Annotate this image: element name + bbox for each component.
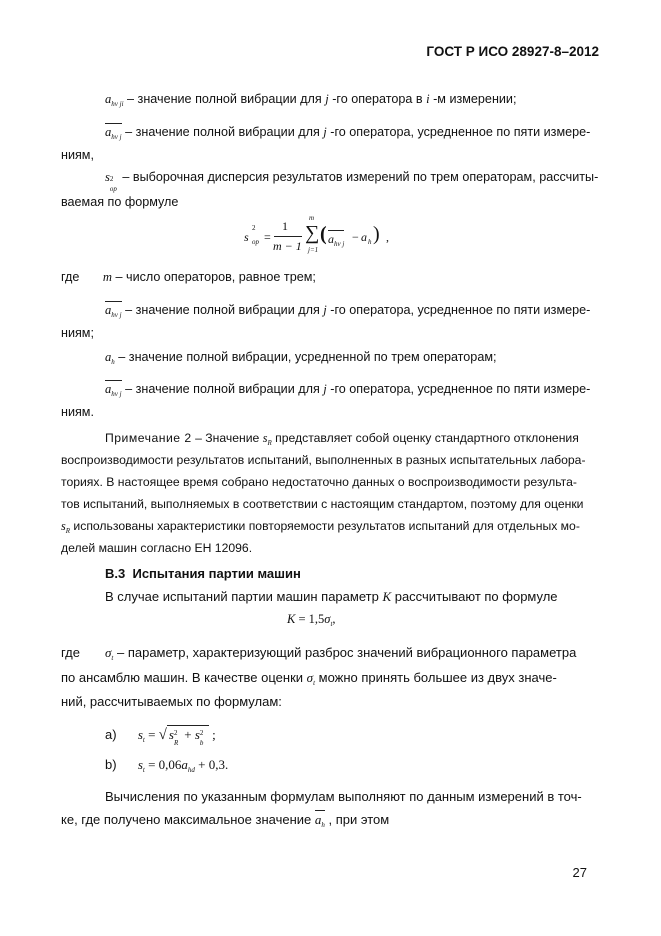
- symbol-subscript: t: [111, 654, 114, 662]
- sigma-definition-line-1: [61, 645, 576, 666]
- continuation: ниям.: [61, 405, 94, 419]
- symbol-s: s: [61, 519, 66, 533]
- symbol-s: s: [194, 727, 200, 742]
- symbol-j: j: [323, 382, 327, 396]
- symbol-subscript: R: [267, 439, 272, 447]
- symbol-subscript: b: [199, 739, 204, 747]
- continuation: ваемая по формуле: [61, 195, 179, 209]
- definition-m: [61, 270, 316, 285]
- symbol-subscript: t: [142, 766, 145, 774]
- item-label: b): [105, 757, 117, 772]
- note-line-6: делей машин согласно ЕН 12096.: [61, 541, 253, 555]
- document-header: ГОСТ Р ИСО 28927-8–2012: [426, 44, 599, 59]
- calculation-line-2: [61, 812, 389, 833]
- definition-text: -м измерении;: [429, 92, 517, 106]
- symbol-subscript: hv j: [111, 133, 122, 141]
- definition-a-hv-j-mean: [105, 125, 590, 145]
- equals-sign: =: [264, 230, 271, 244]
- symbol-s: s: [105, 170, 110, 184]
- paragraph-text: можно принять большее из двух значе-: [315, 670, 557, 685]
- symbol-K: K: [382, 589, 392, 604]
- definition-text: – значение полной вибрации, усредненной по трем операторам;: [118, 350, 497, 364]
- sqrt-radicand: [167, 725, 209, 747]
- continuation: ниям,: [61, 148, 94, 162]
- paragraph-text: – параметр, характеризующий разброс значений вибрационного параметра: [113, 645, 577, 660]
- symbol-s: s: [137, 727, 143, 742]
- symbol-subscript: t: [142, 736, 145, 744]
- symbol-superscript: 2: [173, 729, 178, 737]
- section-number: B.3: [105, 566, 126, 581]
- left-paren-icon: (: [320, 223, 327, 245]
- note-text: – Значение: [191, 431, 263, 445]
- symbol-subscript: t: [313, 679, 316, 687]
- symbol-subscript: op: [109, 185, 117, 193]
- sigma-definition-line-3: ний, рассчитываемых по формулам:: [61, 694, 282, 709]
- definition-text: -го оператора, усредненное по пяти измере-: [326, 303, 591, 317]
- symbol-a: a: [105, 382, 112, 396]
- note-text: представляет собой оценку стандартного отклонения: [271, 431, 579, 445]
- symbol-j: j: [323, 303, 327, 317]
- definition-text: -го оператора, усредненное по пяти измере-: [326, 125, 591, 139]
- definition-text: – значение полной вибрации для: [125, 382, 324, 396]
- sum-upper-limit: m: [309, 214, 315, 222]
- formula-comma: ,: [386, 230, 389, 244]
- symbol-s: s: [137, 757, 143, 772]
- symbol-sigma: σ: [306, 670, 314, 685]
- symbol-sigma: σ: [324, 612, 331, 626]
- note-line-3: ториях. В настоящее время собрано недостаточно данных о воспроизводимости результа-: [61, 475, 577, 489]
- symbol-a: a: [105, 125, 112, 139]
- paragraph-text: рассчитывают по формуле: [391, 589, 558, 604]
- symbol-subscript: h: [321, 821, 325, 829]
- right-paren-icon: ): [373, 223, 380, 245]
- fraction-numerator: 1: [282, 219, 288, 233]
- definition-a-hv-j-mean-3: [105, 382, 590, 402]
- symbol-subscript: h: [368, 238, 372, 246]
- symbol-a: a: [361, 230, 367, 244]
- note-text: использованы характеристики повторяемости результатов испытаний для отдельных мо-: [70, 519, 580, 533]
- calculation-line-1: Вычисления по указанным формулам выполняют по данным измерений в точ-: [105, 789, 582, 804]
- paragraph-text: В случае испытаний партии машин параметр: [105, 589, 383, 604]
- formula-coefficient: = 1,5: [295, 612, 325, 626]
- symbol-superscript: 2: [109, 175, 114, 183]
- symbol-j: j: [323, 125, 327, 139]
- note-line-4: тов испытаний, выполняемых в соответствии с настоящим стандартом, поэтому для оценки: [61, 497, 584, 511]
- symbol-a: a: [105, 92, 112, 106]
- section-title: Испытания партии машин: [132, 566, 301, 581]
- symbol-j: j: [325, 92, 329, 106]
- definition-text: – значение полной вибрации для: [125, 125, 324, 139]
- sum-lower-limit: j=1: [308, 246, 319, 254]
- symbol-subscript: R: [173, 739, 179, 747]
- batch-paragraph: [105, 589, 558, 604]
- symbol-K: K: [287, 612, 296, 626]
- definition-text: -го оператора в: [328, 92, 427, 106]
- symbol-a: a: [314, 812, 322, 827]
- symbol-s: s: [244, 230, 249, 244]
- plus-sign: +: [180, 727, 195, 742]
- symbol-subscript: t: [330, 620, 333, 628]
- page-number: 27: [572, 865, 587, 880]
- symbol-a: a: [105, 303, 112, 317]
- symbol-subscript: hv j: [111, 311, 122, 319]
- where-label: где: [61, 270, 80, 284]
- sigma-definition-line-2: [61, 670, 557, 691]
- symbol-a: a: [328, 232, 334, 246]
- formula-tail: + 0,3.: [194, 757, 229, 772]
- definition-text: – число операторов, равное трем;: [115, 270, 316, 284]
- formula-comma: ,: [332, 612, 336, 626]
- paragraph-text: , при этом: [324, 812, 390, 827]
- definition-text: – выборочная дисперсия результатов измерений по трем операторам, рассчиты-: [122, 170, 599, 184]
- definition-s-op: [105, 170, 599, 193]
- note-line-1: [105, 431, 579, 451]
- minus-sign: −: [352, 230, 359, 244]
- definition-a-hv-ji: [105, 92, 516, 112]
- symbol-i: i: [426, 92, 430, 106]
- symbol-superscript: 2: [252, 224, 256, 232]
- symbol-subscript: R: [65, 527, 71, 535]
- continuation: ниям;: [61, 326, 94, 340]
- note-line-2: воспроизводимости результатов испытаний, выполненных в разных испытательных лабора-: [61, 453, 586, 467]
- definition-text: – значение полной вибрации для: [127, 92, 326, 106]
- symbol-subscript: hv j: [334, 240, 345, 248]
- formula-item-a: [105, 725, 216, 747]
- section-heading: [105, 566, 301, 581]
- formula-coefficient: = 0,06: [144, 757, 182, 772]
- symbol-superscript: 2: [199, 729, 204, 737]
- symbol-s: s: [262, 431, 268, 445]
- where-label: где: [61, 645, 80, 660]
- sum-icon: ∑: [305, 222, 320, 244]
- formula-item-b: [105, 757, 228, 774]
- symbol-sigma: σ: [104, 645, 112, 660]
- paragraph-text: по ансамблю машин. В качестве оценки: [61, 670, 307, 685]
- definition-a-hv-j-mean-2: [105, 303, 590, 323]
- fraction-denominator: m − 1: [273, 239, 302, 253]
- symbol-a: a: [105, 350, 112, 364]
- definition-text: -го оператора, усредненное по пяти измере-: [326, 382, 591, 396]
- symbol-subscript: h: [111, 358, 115, 366]
- note-line-5: [61, 519, 580, 539]
- k-formula: [287, 612, 336, 628]
- symbol-subscript: hv ji: [111, 100, 124, 108]
- definition-text: – значение полной вибрации для: [125, 303, 324, 317]
- symbol-a: a: [181, 757, 188, 772]
- sqrt-icon: √: [158, 727, 167, 743]
- note-label: Примечание 2: [105, 431, 192, 445]
- definition-a-h: [105, 350, 496, 370]
- formula-semicolon: ;: [208, 727, 216, 742]
- symbol-m: m: [102, 270, 112, 284]
- item-label: a): [105, 727, 117, 742]
- paragraph-text: ке, где получено максимальное значение: [61, 812, 315, 827]
- fraction-bar: [274, 236, 302, 237]
- symbol-s: s: [168, 727, 174, 742]
- symbol-subscript: hd: [187, 766, 195, 774]
- symbol-subscript: op: [252, 238, 259, 246]
- equals-sign: =: [144, 727, 159, 742]
- symbol-subscript: hv j: [111, 390, 122, 398]
- variance-formula: [244, 214, 394, 258]
